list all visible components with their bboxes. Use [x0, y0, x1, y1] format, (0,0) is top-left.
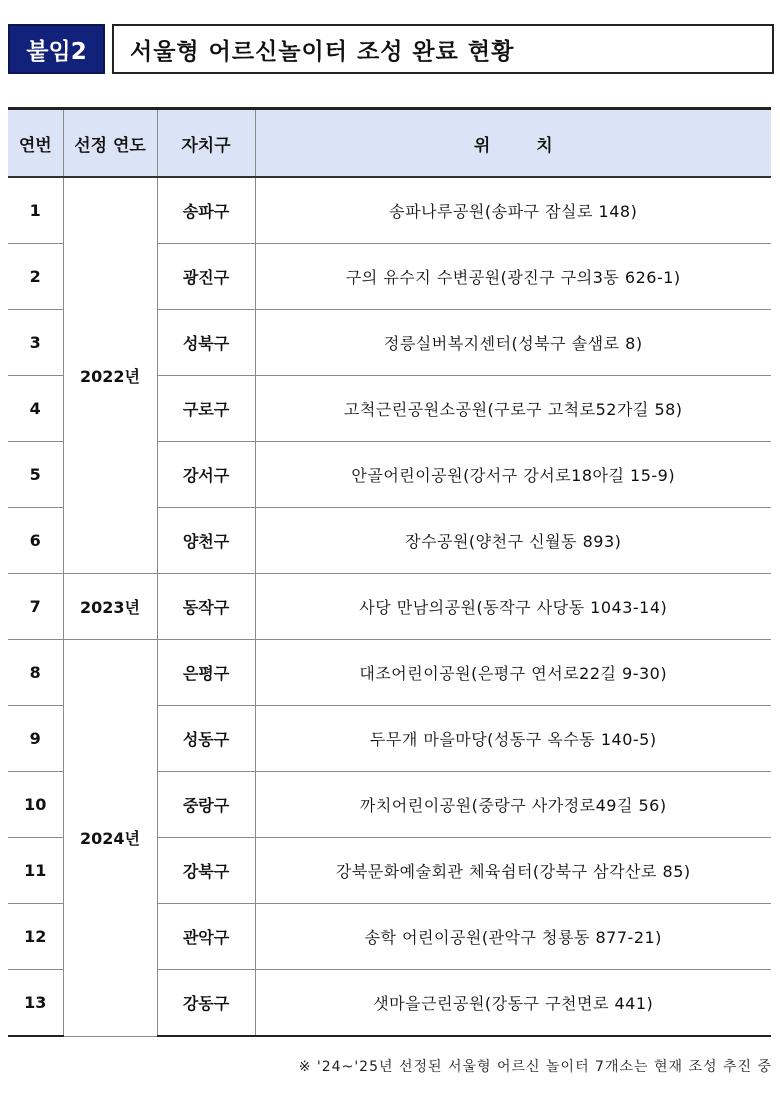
district-cell: 성동구 [157, 706, 255, 772]
location-cell: 까치어린이공원(중랑구 사가정로49길 56) [255, 772, 771, 838]
district-cell: 은평구 [157, 640, 255, 706]
district-cell: 관악구 [157, 904, 255, 970]
district-cell: 강동구 [157, 970, 255, 1037]
table-row [8, 574, 771, 640]
row-number: 4 [8, 376, 63, 442]
district-cell: 양천구 [157, 508, 255, 574]
row-number: 11 [8, 838, 63, 904]
location-cell: 정릉실버복지센터(성북구 솔샘로 8) [255, 310, 771, 376]
status-table [8, 107, 771, 1037]
location-cell: 사당 만남의공원(동작구 사당동 1043-14) [255, 574, 771, 640]
year-cell: 2023년 [63, 574, 157, 640]
column-header-district: 자치구 [157, 109, 255, 178]
district-cell: 송파구 [157, 177, 255, 244]
row-number: 7 [8, 574, 63, 640]
row-number: 3 [8, 310, 63, 376]
title-bar [8, 24, 774, 74]
location-cell: 안골어린이공원(강서구 강서로18아길 15-9) [255, 442, 771, 508]
location-cell: 대조어린이공원(은평구 연서로22길 9-30) [255, 640, 771, 706]
district-cell: 동작구 [157, 574, 255, 640]
location-cell: 장수공원(양천구 신월동 893) [255, 508, 771, 574]
location-cell: 강북문화예술회관 체육쉼터(강북구 삼각산로 85) [255, 838, 771, 904]
table-row [8, 640, 771, 706]
district-cell: 중랑구 [157, 772, 255, 838]
row-number: 1 [8, 177, 63, 244]
district-cell: 광진구 [157, 244, 255, 310]
row-number: 6 [8, 508, 63, 574]
year-cell: 2024년 [63, 640, 157, 1037]
row-number: 5 [8, 442, 63, 508]
table-row [8, 177, 771, 244]
location-cell: 두무개 마을마당(성동구 옥수동 140-5) [255, 706, 771, 772]
row-number: 13 [8, 970, 63, 1037]
column-header-year: 선정 연도 [63, 109, 157, 178]
location-cell: 송학 어린이공원(관악구 청룡동 877-21) [255, 904, 771, 970]
year-cell: 2022년 [63, 177, 157, 574]
footnote: ※ '24~'25년 선정된 서울형 어르신 놀이터 7개소는 현재 조성 추진 중 [298, 1059, 772, 1075]
table-header-row [8, 109, 771, 178]
column-header-location: 위 치 [255, 109, 771, 178]
column-header-number: 연번 [8, 109, 63, 178]
row-number: 10 [8, 772, 63, 838]
district-cell: 강북구 [157, 838, 255, 904]
page-title: 서울형 어르신놀이터 조성 완료 현황 [112, 24, 774, 74]
location-cell: 송파나루공원(송파구 잠실로 148) [255, 177, 771, 244]
location-cell: 고척근린공원소공원(구로구 고척로52가길 58) [255, 376, 771, 442]
location-cell: 구의 유수지 수변공원(광진구 구의3동 626-1) [255, 244, 771, 310]
row-number: 12 [8, 904, 63, 970]
row-number: 8 [8, 640, 63, 706]
attachment-badge: 붙임2 [8, 24, 105, 74]
row-number: 9 [8, 706, 63, 772]
district-cell: 성북구 [157, 310, 255, 376]
district-cell: 구로구 [157, 376, 255, 442]
row-number: 2 [8, 244, 63, 310]
location-cell: 샛마을근린공원(강동구 구천면로 441) [255, 970, 771, 1037]
district-cell: 강서구 [157, 442, 255, 508]
